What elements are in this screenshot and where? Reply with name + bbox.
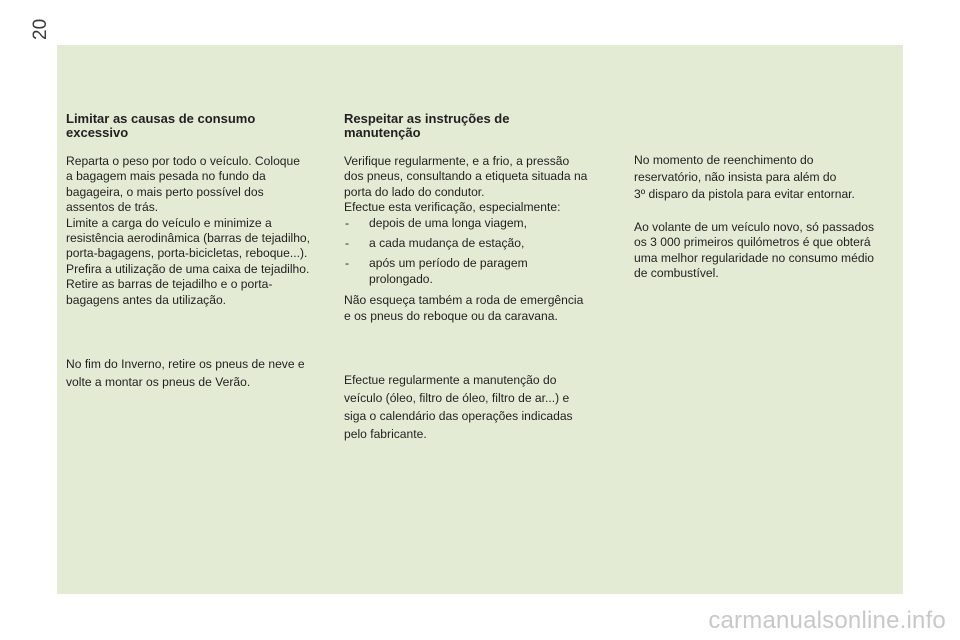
check-list <box>344 216 616 288</box>
text-line: Retire as barras de tejadilho e o porta- <box>66 277 273 292</box>
text-line: Prefira a utilização de uma caixa de tejadilho. <box>66 261 310 276</box>
text-line: dos pneus, consultando a etiqueta situada na <box>344 169 588 184</box>
text-line: bagagens antes da utilização. <box>66 292 227 307</box>
paragraph-spare-wheel <box>344 293 616 324</box>
text-line: siga o calendário das operações indicadas <box>344 409 573 423</box>
text-line: Verifique regularmente, e a frio, a pressão <box>344 154 570 168</box>
heading-limit-consumption: Limitar as causas de consumo excessivo <box>66 111 256 140</box>
paragraph-service-schedule <box>344 371 616 443</box>
text-line: porta do lado do condutor. <box>344 184 485 199</box>
paragraph-weight-load <box>66 154 338 308</box>
text-line: a bagagem mais pesada no fundo da <box>66 169 266 184</box>
text-line: pelo fabricante. <box>344 427 427 441</box>
text-line: Efectue esta verificação, especialmente: <box>344 200 561 215</box>
text-line: porta-bagagens, porta-bicicletas, reboque...). <box>66 246 308 261</box>
watermark-text: carmanualsonline.info <box>708 607 946 634</box>
text-line: reservatório, não insista para além do <box>634 170 837 184</box>
page-number: 20 <box>30 18 51 40</box>
paragraph-refuelling <box>634 152 898 203</box>
heading-maintenance: Respeitar as instruções de manutenção <box>344 111 510 140</box>
text-line: No momento de reenchimento do <box>634 153 814 167</box>
text-line: assentos de trás. <box>66 200 159 215</box>
text-line: volte a montar os pneus de Verão. <box>66 375 251 389</box>
text-line: os 3 000 primeiros quilómetros é que obterá <box>634 235 871 250</box>
text-line: bagageira, o mais perto possível dos <box>66 184 264 199</box>
text-line: Reparta o peso por todo o veículo. Coloque <box>66 154 300 168</box>
text-line: uma melhor regularidade no consumo médio <box>634 250 874 265</box>
column-1 <box>66 112 338 308</box>
text-line: 3º disparo da pistola para evitar entornar. <box>634 187 855 201</box>
text-line: Efectue regularmente a manutenção do <box>344 373 557 387</box>
text-line: e os pneus do reboque ou da caravana. <box>344 308 558 323</box>
text-line: de combustível. <box>634 266 719 281</box>
text-line: No fim do Inverno, retire os pneus de neve e <box>66 357 305 371</box>
text-line: Limite a carga do veículo e minimize a <box>66 215 272 230</box>
list-item: - a cada mudança de estação, <box>344 236 616 251</box>
paragraph-tyre-pressure <box>344 154 616 216</box>
paragraph-new-vehicle <box>634 220 898 282</box>
paragraph-winter-tyres <box>66 355 338 391</box>
text-line: veículo (óleo, filtro de óleo, filtro de ar...) e <box>344 391 570 405</box>
text-line: Não esqueça também a roda de emergência <box>344 293 584 308</box>
list-item: - após um período de paragem prolongado. <box>344 256 559 287</box>
text-line: resistência aerodinâmica (barras de tejadilho, <box>66 231 311 246</box>
column-2 <box>344 112 616 324</box>
text-line: Ao volante de um veículo novo, só passados <box>634 220 875 234</box>
list-item: - depois de uma longa viagem, <box>344 216 616 231</box>
